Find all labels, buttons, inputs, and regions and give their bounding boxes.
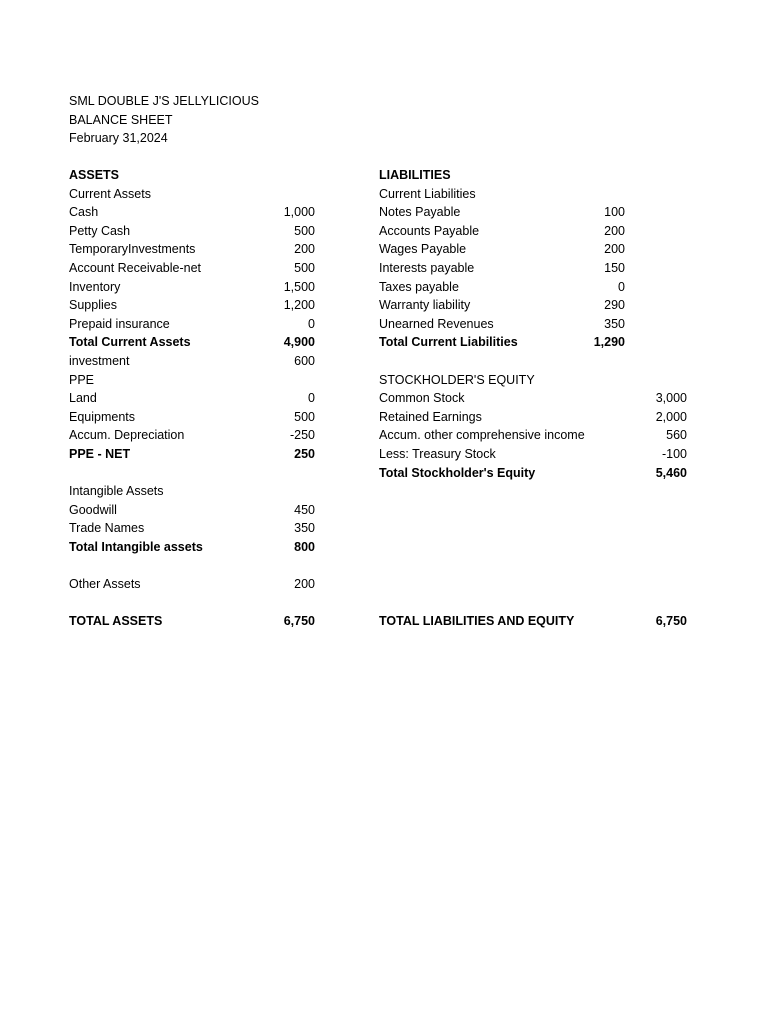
line-item-amount: 200 xyxy=(294,577,315,592)
line-item-amount: 1,000 xyxy=(283,205,315,220)
liabilities-row-total-stockholder-s-equity xyxy=(379,464,687,483)
line-item-amount: 500 xyxy=(294,409,315,424)
liabilities-row-total-current-liabilities xyxy=(379,333,687,352)
line-item-amount: 100 xyxy=(604,205,625,220)
liabilities-row-retained-earnings xyxy=(379,408,687,427)
assets-row-ppe xyxy=(69,371,315,390)
line-item-amount: 250 xyxy=(294,446,315,461)
line-item-label: TOTAL LIABILITIES AND EQUITY xyxy=(379,614,575,629)
liabilities-row-unearned-revenues xyxy=(379,315,687,334)
line-item-label: Goodwill xyxy=(69,502,117,517)
liabilities-blank-row xyxy=(379,556,687,575)
assets-row-prepaid-insurance xyxy=(69,315,315,334)
statement-title: BALANCE SHEET xyxy=(69,112,173,127)
assets-blank-row xyxy=(69,594,315,613)
line-item-label: Total Stockholder's Equity xyxy=(379,465,536,480)
assets-row-temporaryinvestments xyxy=(69,240,315,259)
line-item-total: -100 xyxy=(661,446,687,461)
line-item-label: TOTAL ASSETS xyxy=(69,614,163,629)
assets-row-accum-depreciation xyxy=(69,426,315,445)
line-item-label: Land xyxy=(69,391,97,406)
line-item-amount: 500 xyxy=(294,260,315,275)
line-item-amount: -250 xyxy=(289,428,315,443)
assets-row-other-assets xyxy=(69,575,315,594)
liabilities-row-wages-payable xyxy=(379,240,687,259)
line-item-label: Accum. Depreciation xyxy=(69,428,185,443)
line-item-label: Common Stock xyxy=(379,391,465,406)
statement-date: February 31,2024 xyxy=(69,131,168,146)
liabilities-blank-row xyxy=(379,594,687,613)
line-item-amount: 500 xyxy=(294,223,315,238)
liabilities-row-taxes-payable xyxy=(379,278,687,297)
line-item-label: Petty Cash xyxy=(69,223,131,238)
line-item-label: Equipments xyxy=(69,409,136,424)
assets-row-inventory xyxy=(69,278,315,297)
line-item-label: ASSETS xyxy=(69,168,120,182)
line-item-amount: 200 xyxy=(604,223,625,238)
line-item-amount: 0 xyxy=(308,391,315,406)
line-item-label: Account Receivable-net xyxy=(69,260,202,275)
line-item-label: PPE xyxy=(69,372,95,387)
line-item-label: Warranty liability xyxy=(379,298,471,313)
line-item-label: Total Current Liabilities xyxy=(379,335,518,350)
line-item-label: Notes Payable xyxy=(379,205,461,220)
liabilities-row-total-liabilities-and-equity xyxy=(379,612,687,631)
assets-row-account-receivable-net xyxy=(69,259,315,278)
line-item-label: Wages Payable xyxy=(379,242,467,257)
assets-row-goodwill xyxy=(69,501,315,520)
line-item-label: STOCKHOLDER'S EQUITY xyxy=(379,372,535,387)
liabilities-blank-row xyxy=(379,538,687,557)
line-item-amount: 0 xyxy=(618,279,625,294)
line-item-label: Less: Treasury Stock xyxy=(379,446,496,461)
liabilities-row-notes-payable xyxy=(379,203,687,222)
line-item-label: LIABILITIES xyxy=(379,168,451,182)
line-item-amount: 0 xyxy=(308,316,315,331)
assets-row-petty-cash xyxy=(69,222,315,241)
liabilities-blank-row xyxy=(379,575,687,594)
line-item-label: Trade Names xyxy=(69,521,145,536)
line-item-amount: 450 xyxy=(294,502,315,517)
liabilities-row-common-stock xyxy=(379,389,687,408)
line-item-label: TemporaryInvestments xyxy=(69,242,196,257)
line-item-amount: 350 xyxy=(604,316,625,331)
line-item-amount: 1,200 xyxy=(283,298,315,313)
assets-row-trade-names xyxy=(69,519,315,538)
line-item-label: investment xyxy=(69,353,130,368)
line-item-amount: 200 xyxy=(604,242,625,257)
assets-row-total-intangible-assets xyxy=(69,538,315,557)
line-item-label: Total Current Assets xyxy=(69,335,191,350)
assets-row-cash xyxy=(69,203,315,222)
line-item-amount: 290 xyxy=(604,298,625,313)
assets-row-current-assets xyxy=(69,185,315,204)
line-item-amount: 1,500 xyxy=(283,279,315,294)
liabilities-row-current-liabilities xyxy=(379,185,687,204)
line-item-amount: 6,750 xyxy=(283,614,315,629)
liabilities-blank-row xyxy=(379,501,687,520)
assets-row-intangible-assets xyxy=(69,482,315,501)
assets-row-total-current-assets xyxy=(69,333,315,352)
line-item-total: 560 xyxy=(666,428,687,443)
liabilities-row-liabilities xyxy=(379,166,687,185)
line-item-label: Accounts Payable xyxy=(379,223,480,238)
liabilities-equity-column xyxy=(379,166,687,631)
assets-row-investment xyxy=(69,352,315,371)
line-item-label: Supplies xyxy=(69,298,117,313)
line-item-label: Inventory xyxy=(69,279,121,294)
assets-row-assets xyxy=(69,166,315,185)
liabilities-row-interests-payable xyxy=(379,259,687,278)
line-item-amount: 600 xyxy=(294,353,315,368)
document-header xyxy=(69,92,259,148)
line-item-total: 3,000 xyxy=(655,391,687,406)
line-item-label: Total Intangible assets xyxy=(69,539,203,554)
liabilities-blank-row xyxy=(379,482,687,501)
liabilities-blank-row xyxy=(379,519,687,538)
company-name: SML DOUBLE J'S JELLYLICIOUS xyxy=(69,94,259,108)
assets-row-supplies xyxy=(69,296,315,315)
assets-row-total-assets xyxy=(69,612,315,631)
line-item-amount: 150 xyxy=(604,260,625,275)
line-item-amount: 800 xyxy=(294,539,315,554)
assets-column xyxy=(69,166,315,631)
line-item-amount: 350 xyxy=(294,521,315,536)
liabilities-row-accum-other-comprehensive-income xyxy=(379,426,687,445)
assets-blank-row xyxy=(69,556,315,575)
assets-blank-row xyxy=(69,464,315,483)
line-item-total: 2,000 xyxy=(655,409,687,424)
liabilities-row-stockholder-s-equity xyxy=(379,371,687,390)
line-item-label: Intangible Assets xyxy=(69,484,164,499)
line-item-label: Current Liabilities xyxy=(379,186,476,201)
liabilities-row-warranty-liability xyxy=(379,296,687,315)
line-item-amount: 1,290 xyxy=(593,335,625,350)
assets-row-land xyxy=(69,389,315,408)
line-item-label: Prepaid insurance xyxy=(69,316,170,331)
line-item-label: Current Assets xyxy=(69,186,151,201)
line-item-label: Interests payable xyxy=(379,260,475,275)
line-item-label: Cash xyxy=(69,205,99,220)
line-item-label: Accum. other comprehensive income xyxy=(379,428,585,443)
line-item-label: PPE - NET xyxy=(69,446,131,461)
line-item-amount: 4,900 xyxy=(283,335,315,350)
liabilities-row-less-treasury-stock xyxy=(379,445,687,464)
line-item-label: Unearned Revenues xyxy=(379,316,494,331)
assets-row-ppe-net xyxy=(69,445,315,464)
liabilities-blank-row xyxy=(379,352,687,371)
liabilities-row-accounts-payable xyxy=(379,222,687,241)
assets-row-equipments xyxy=(69,408,315,427)
line-item-total: 6,750 xyxy=(655,614,687,629)
line-item-label: Retained Earnings xyxy=(379,409,482,424)
line-item-label: Other Assets xyxy=(69,577,141,592)
line-item-total: 5,460 xyxy=(655,465,687,480)
line-item-label: Taxes payable xyxy=(379,279,459,294)
line-item-amount: 200 xyxy=(294,242,315,257)
